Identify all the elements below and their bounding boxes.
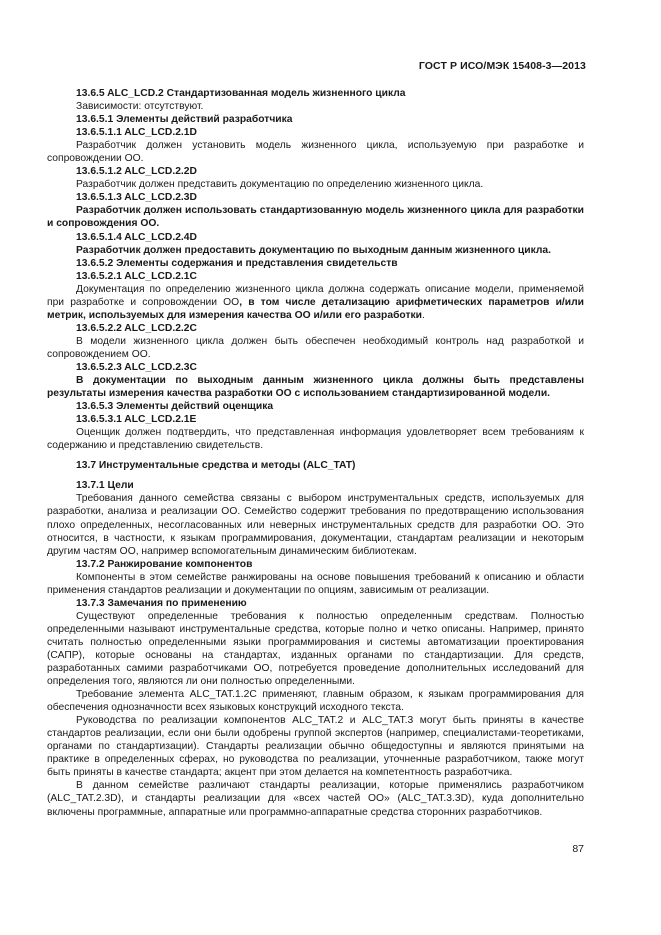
section-heading: 13.6.5.3 Элементы действий оценщика (76, 401, 274, 413)
section-heading: 13.6.5.2.1 ALC_LCD.2.1C (76, 270, 197, 282)
section-heading: 13.7 Инструментальные средства и методы (ALC_TAT) (76, 460, 356, 472)
text-run: . (422, 309, 425, 321)
section-heading: 13.6.5.2 Элементы содержания и представления свидетельств (76, 257, 398, 269)
section-heading: 13.6.5.3.1 ALC_LCD.2.1E (76, 414, 197, 426)
text-run-bold: , в том числе детализацию арифметических параметров и/или метрик, используемых для измерения качества ОО и/или его разработки (47, 296, 584, 321)
section-heading: 13.6.5.1.3 ALC_LCD.2.3D (76, 192, 197, 204)
body-paragraph: Существуют определенные требования к полностью определенным средствам. Полностью определенными называют инструментальные средства, которые полно и четко описаны. Например, принято считать полностью определенными языки программирования и системы автоматизации проектирования (САПР), которые основаны на стандартах, изданных органами по стандартизации. Для средств, разработанных самими разработчиками ОО, потребуется проведение дополнительных исследований для определения того, являются ли они полностью определенными. (47, 610, 584, 688)
requirement-text (47, 283, 584, 322)
section-heading: 13.7.3 Замечания по применению (76, 597, 247, 609)
requirement-text-bold: Разработчик должен использовать стандартизованную модель жизненного цикла для разработки и сопровождения ОО. (47, 205, 584, 230)
body-paragraph: Компоненты в этом семействе ранжированы на основе повышения требований к описанию и области применения стандартов реализации и документации по опциям, зависимым от реализации. (47, 571, 584, 596)
body-paragraph: Разработчик должен представить документацию по определению жизненного цикла. (76, 179, 484, 191)
section-heading: 13.6.5.1.1 ALC_LCD.2.1D (76, 127, 197, 139)
body-paragraph: Требование элемента ALC_TAT.1.2C применяют, главным образом, к языкам программирования для обеспечения однозначности всех языковых конструкций исходного текста. (47, 689, 584, 714)
body-paragraph: В модели жизненного цикла должен быть обеспечен необходимый контроль над разработкой и сопровождением ОО. (47, 335, 584, 360)
document-body (47, 87, 584, 819)
section-heading: 13.6.5 ALC_LCD.2 Стандартизованная модель жизненного цикла (76, 88, 406, 99)
section-heading: 13.6.5.1.4 ALC_LCD.2.4D (76, 231, 197, 243)
body-paragraph: Разработчик должен установить модель жизненного цикла, используемую при разработке и сопровождении ОО. (47, 140, 584, 165)
section-heading: 13.7.1 Цели (76, 480, 134, 492)
body-paragraph: Зависимости: отсутствуют. (76, 101, 204, 113)
section-heading: 13.6.5.2.2 ALC_LCD.2.2C (76, 322, 197, 334)
section-heading: 13.6.5.2.3 ALC_LCD.2.3C (76, 361, 197, 373)
page-number: 87 (572, 843, 584, 855)
body-paragraph: Оценщик должен подтвердить, что представленная информация удовлетворяет всем требованиям к содержанию и представлению свидетельств. (47, 427, 584, 452)
section-heading: 13.6.5.1 Элементы действий разработчика (76, 114, 293, 126)
body-paragraph: Руководства по реализации компонентов ALC_TAT.2 и ALC_TAT.3 могут быть приняты в качестве стандартов реализации, если они были одобрены группой экспертов (например, специалистами-теоретиками, органами по стандартизации). Стандарты реализации обычно общедоступны и являются принятыми на практике в определенных сферах, но руководства по реализации, уточненные разработчиком, также могут быть приняты в качестве стандарта; акцент при этом делается на компетентность разработчика. (47, 715, 584, 779)
requirement-text-bold: Разработчик должен предоставить документацию по выходным данным жизненного цикла. (76, 244, 552, 256)
document-header: ГОСТ Р ИСО/МЭК 15408-3—2013 (418, 60, 586, 72)
section-heading: 13.6.5.1.2 ALC_LCD.2.2D (76, 166, 197, 178)
text-run: Документация по определению жизненного цикла должна содержать описание модели, применяемой при разработке и сопровождении ОО (47, 283, 584, 308)
section-heading: 13.7.2 Ранжирование компонентов (76, 558, 253, 570)
requirement-text-bold: В документации по выходным данным жизненного цикла должны быть представлены результаты измерения качества разработки ОО с использованием стандартизированной модели. (47, 375, 584, 400)
body-paragraph: Требования данного семейства связаны с выбором инструментальных средств, используемых для разработки, анализа и реализации ОО. Семейство содержит требования по предотвращению использования плохо определенных, несогласованных или неверных инструментальных средств для разработки ОО. Это относится, в частности, к языкам программирования, документации, стандартам реализации и некоторым другим частям ОО, например вспомогательным динамическим библиотекам. (47, 493, 584, 557)
body-paragraph: В данном семействе различают стандарты реализации, которые применялись разработчиком (ALC_TAT.2.3D), и стандарты реализации для «всех частей ОО» (ALC_TAT.3.3D), куда дополнительно включены программные, аппаратные или программно-аппаратные средства сторонних разработчиков. (47, 780, 584, 818)
